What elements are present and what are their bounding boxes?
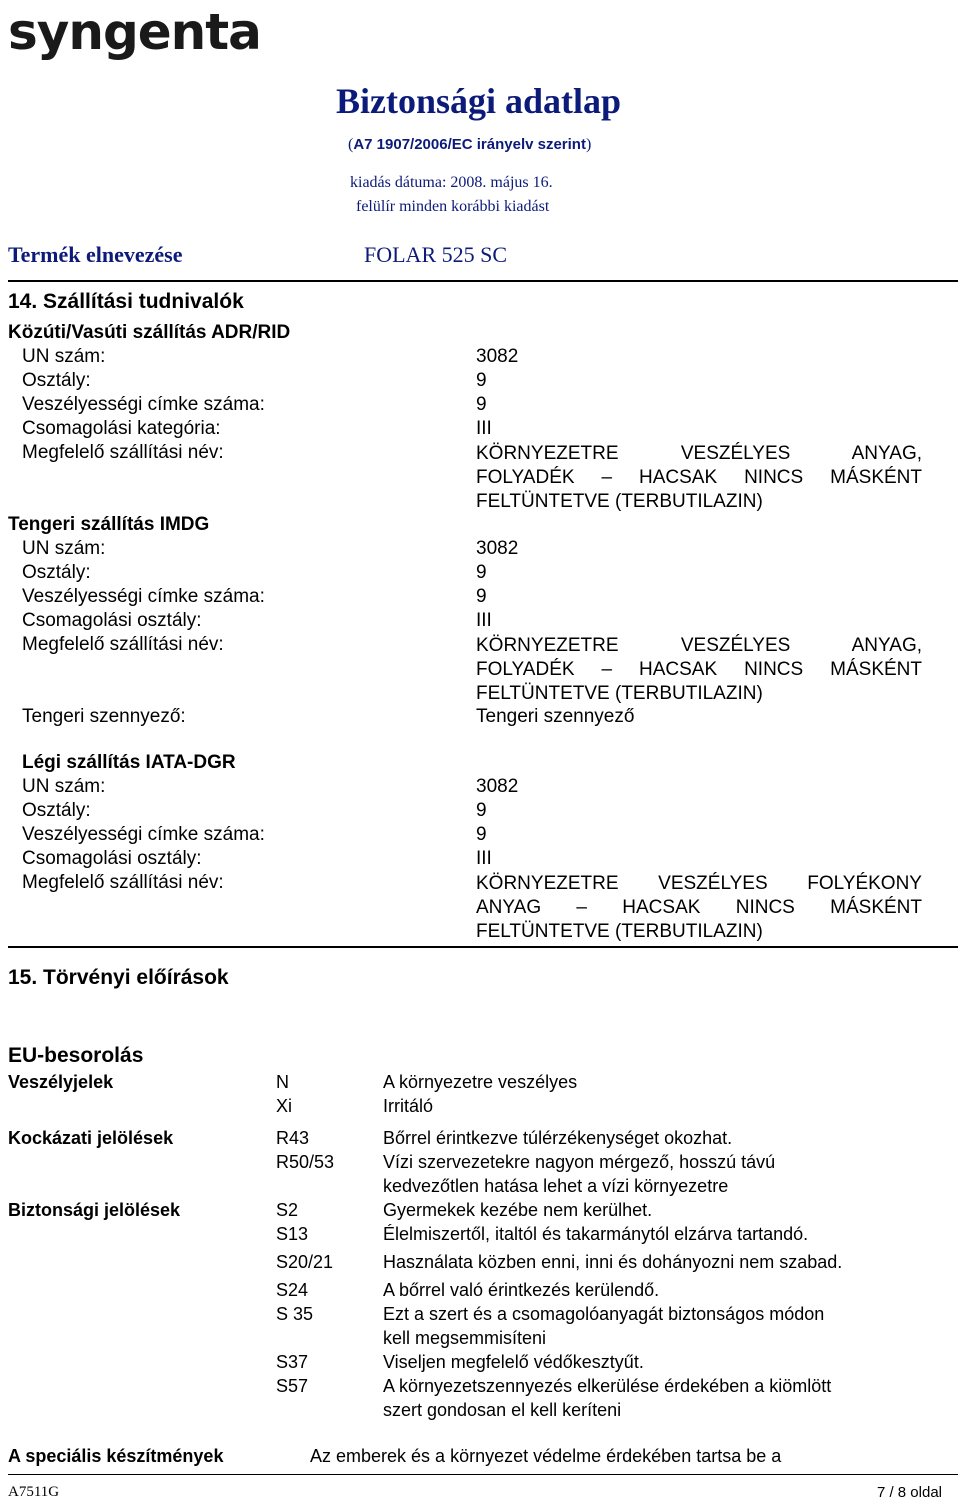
road-class-label: Osztály: xyxy=(22,370,91,391)
safety-text: Használata közben enni, inni és dohányozni nem szabad. xyxy=(383,1252,843,1272)
section-14-title: 14. Szállítási tudnivalók xyxy=(8,290,244,313)
sea-class-label: Osztály: xyxy=(22,562,91,583)
sea-packing-value: III xyxy=(476,610,492,631)
sea-packing-label: Csomagolási osztály: xyxy=(22,610,202,631)
supersedes-note: felülír minden korábbi kiadást xyxy=(356,198,550,215)
safety-code: S57 xyxy=(276,1376,309,1396)
issue-date: kiadás dátuma: 2008. május 16. xyxy=(350,174,553,191)
safety-text: kell megsemmisíteni xyxy=(383,1328,547,1348)
sea-label-no-label: Veszélyességi címke száma: xyxy=(22,586,265,607)
sea-un-label: UN szám: xyxy=(22,538,106,559)
product-label: Termék elnevezése xyxy=(8,242,183,267)
air-packing-value: III xyxy=(476,848,492,869)
safety-text: szert gondosan el kell keríteni xyxy=(383,1400,622,1420)
page-number: 7 / 8 oldal xyxy=(876,1484,942,1501)
air-label-no-label: Veszélyességi címke száma: xyxy=(22,824,265,845)
syngenta-logo: syngenta xyxy=(8,3,261,61)
air-transport-heading: Légi szállítás IATA-DGR xyxy=(22,752,236,773)
document-code: A7511G xyxy=(8,1484,60,1500)
risk-code: R50/53 xyxy=(276,1152,335,1172)
safety-code: S37 xyxy=(276,1352,309,1372)
safety-code: S 35 xyxy=(276,1304,314,1324)
safety-code: S2 xyxy=(276,1200,299,1220)
safety-code: S20/21 xyxy=(276,1252,334,1272)
air-un-value: 3082 xyxy=(476,776,519,797)
document-subtitle: (A7 1907/2006/EC irányelv szerint) xyxy=(348,136,592,153)
air-shipping-name-label: Megfelelő szállítási név: xyxy=(22,872,224,893)
road-label-no-label: Veszélyességi címke száma: xyxy=(22,394,265,415)
marine-pollutant-value: Tengeri szennyező xyxy=(476,706,635,727)
section-divider xyxy=(8,946,958,948)
marine-pollutant-label: Tengeri szennyező: xyxy=(22,706,186,727)
eu-classification-heading: EU-besorolás xyxy=(8,1044,144,1067)
safety-phrases-label: Biztonsági jelölések xyxy=(8,1200,181,1220)
safety-text: Élelmiszertől, italtól és takarmánytól elzárva tartandó. xyxy=(383,1224,809,1244)
safety-code: S24 xyxy=(276,1280,309,1300)
road-transport-heading: Közúti/Vasúti szállítás ADR/RID xyxy=(8,322,291,343)
sea-class-value: 9 xyxy=(476,562,487,583)
document-title: Biztonsági adatlap xyxy=(336,81,622,121)
sea-shipping-name-line-2: FOLYADÉK – HACSAK NINCS MÁSKÉNT xyxy=(476,659,922,680)
air-shipping-name-line-2: ANYAG – HACSAK NINCS MÁSKÉNT xyxy=(476,897,922,918)
road-un-value: 3082 xyxy=(476,346,519,367)
safety-code: S13 xyxy=(276,1224,309,1244)
air-class-label: Osztály: xyxy=(22,800,91,821)
risk-phrases-label: Kockázati jelölések xyxy=(8,1128,174,1148)
risk-text: kedvezőtlen hatása lehet a vízi környezetre xyxy=(383,1176,729,1196)
road-class-value: 9 xyxy=(476,370,487,391)
sea-transport-heading: Tengeri szállítás IMDG xyxy=(8,514,210,535)
safety-text: A bőrrel való érintkezés kerülendő. xyxy=(383,1280,660,1300)
hazard-symbols-label: Veszélyjelek xyxy=(8,1072,114,1092)
air-shipping-name-line-3: FELTÜNTETVE (TERBUTILAZIN) xyxy=(476,921,763,942)
hazard-code: Xi xyxy=(276,1096,293,1116)
sea-un-value: 3082 xyxy=(476,538,519,559)
sea-shipping-name-line-1: KÖRNYEZETRE VESZÉLYES ANYAG, xyxy=(476,635,922,656)
road-shipping-name-line-1: KÖRNYEZETRE VESZÉLYES ANYAG, xyxy=(476,443,922,464)
risk-text: Bőrrel érintkezve túlérzékenységet okozhat. xyxy=(383,1128,733,1148)
safety-text: Gyermekek kezébe nem kerülhet. xyxy=(383,1200,653,1220)
special-preparations-label: A speciális készítmények xyxy=(8,1446,224,1466)
section-15-title: 15. Törvényi előírások xyxy=(8,966,229,989)
road-shipping-name-line-3: FELTÜNTETVE (TERBUTILAZIN) xyxy=(476,491,763,512)
sea-shipping-name-label: Megfelelő szállítási név: xyxy=(22,634,224,655)
air-class-value: 9 xyxy=(476,800,487,821)
road-shipping-name-line-2: FOLYADÉK – HACSAK NINCS MÁSKÉNT xyxy=(476,467,922,488)
road-label-no-value: 9 xyxy=(476,394,487,415)
hazard-text: Irritáló xyxy=(383,1096,434,1116)
footer-divider xyxy=(8,1474,958,1475)
risk-code: R43 xyxy=(276,1128,310,1148)
safety-text: Ezt a szert és a csomagolóanyagát biztonságos módon xyxy=(383,1304,825,1324)
sea-shipping-name-line-3: FELTÜNTETVE (TERBUTILAZIN) xyxy=(476,683,763,704)
air-label-no-value: 9 xyxy=(476,824,487,845)
air-packing-label: Csomagolási osztály: xyxy=(22,848,202,869)
safety-text: Viseljen megfelelő védőkesztyűt. xyxy=(383,1352,644,1372)
risk-text: Vízi szervezetekre nagyon mérgező, hosszú távú xyxy=(383,1152,776,1172)
hazard-text: A környezetre veszélyes xyxy=(383,1072,578,1092)
header-divider xyxy=(8,280,958,282)
sea-label-no-value: 9 xyxy=(476,586,487,607)
air-shipping-name-line-1: KÖRNYEZETRE VESZÉLYES FOLYÉKONY xyxy=(476,873,922,894)
special-preparations-text: Az emberek és a környezet védelme érdekében tartsa be a xyxy=(310,1446,782,1466)
road-un-label: UN szám: xyxy=(22,346,106,367)
road-packing-value: III xyxy=(476,418,492,439)
road-shipping-name-label: Megfelelő szállítási név: xyxy=(22,442,224,463)
air-un-label: UN szám: xyxy=(22,776,106,797)
hazard-code: N xyxy=(276,1072,289,1092)
safety-text: A környezetszennyezés elkerülése érdekében a kiömlött xyxy=(383,1376,832,1396)
road-packing-label: Csomagolási kategória: xyxy=(22,418,221,439)
product-name: FOLAR 525 SC xyxy=(364,242,508,267)
